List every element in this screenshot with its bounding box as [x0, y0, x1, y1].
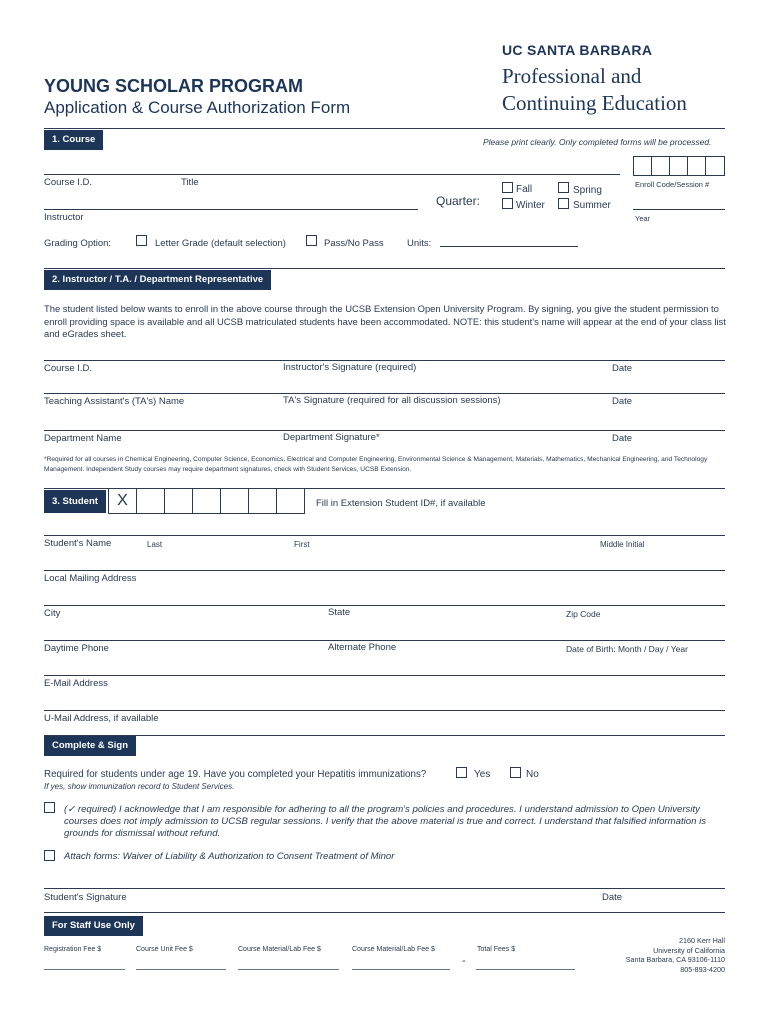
city-label: City: [44, 608, 61, 619]
course-title-label: Title: [181, 177, 199, 188]
material-fee-2-label: Course Material/Lab Fee $: [352, 946, 435, 953]
course-unit-fee-line[interactable]: [136, 969, 226, 970]
units-label: Units:: [407, 238, 432, 249]
enroll-code-label: Enroll Code/Session #: [635, 180, 710, 189]
material-fee-2-line[interactable]: [352, 969, 450, 970]
hepatitis-note: If yes, show immunization record to Student Services.: [44, 782, 235, 791]
section-course-heading: 1. Course: [44, 130, 103, 150]
ta-name-label: Teaching Assistant's (TA's) Name: [44, 396, 185, 407]
dob-label: Date of Birth: Month / Day / Year: [566, 644, 688, 654]
total-fees-line[interactable]: [476, 969, 575, 970]
year-line[interactable]: [633, 209, 725, 210]
course-id-label: Course I.D.: [44, 177, 93, 188]
letter-grade-label: Letter Grade (default selection): [155, 238, 286, 249]
year-label: Year: [635, 214, 651, 223]
form-subtitle: Application & Course Authorization Form: [44, 98, 351, 117]
section-staff-heading: For Staff Use Only: [44, 916, 143, 936]
student-id-prefix: X: [108, 488, 137, 514]
instructor-line[interactable]: [44, 209, 418, 210]
first-name-label: First: [294, 540, 310, 549]
student-id-note: Fill in Extension Student ID#, if available: [316, 498, 486, 509]
alternate-phone-label: Alternate Phone: [328, 642, 397, 653]
quarter-summer-label: Summer: [573, 200, 611, 211]
attach-forms-checkbox[interactable]: [44, 850, 55, 861]
section-instructor-heading: 2. Instructor / T.A. / Department Representative: [44, 270, 271, 290]
row-ta-line[interactable]: [44, 393, 725, 394]
middle-initial-label: Middle Initial: [600, 540, 645, 549]
city-line[interactable]: [44, 605, 725, 606]
section-complete-heading: Complete & Sign: [44, 736, 136, 756]
course-line[interactable]: [44, 174, 620, 175]
last-name-label: Last: [147, 540, 163, 549]
quarter-fall-label: Fall: [516, 184, 533, 195]
pass-no-pass-label: Pass/No Pass: [324, 238, 384, 249]
pass-no-pass-checkbox[interactable]: [306, 235, 317, 246]
hepatitis-no-checkbox[interactable]: [510, 767, 521, 778]
student-signature-label: Student's Signature: [44, 892, 127, 903]
signature-date-label: Date: [602, 892, 623, 903]
daytime-phone-label: Daytime Phone: [44, 643, 109, 654]
zip-label: Zip Code: [566, 609, 601, 619]
department-footnote: *Required for all courses in Chemical Engineering, Computer Science, Economics, Electrical and Computer Engineering, Environmental Science & Management, Materials, Mathematics, Mechanical Engineering, and Technology Management. Independent Study courses may require department signatures, check with Student Services, UCSB Extension.: [44, 456, 708, 473]
address-line-2: University of California: [653, 945, 725, 955]
staff-divider: [44, 912, 725, 913]
program-title: YOUNG SCHOLAR PROGRAM: [44, 76, 304, 96]
hepatitis-yes-label: Yes: [474, 769, 491, 780]
name-line[interactable]: [44, 535, 725, 536]
org-unit-line2: Continuing Education: [502, 91, 687, 115]
email-label: E-Mail Address: [44, 678, 108, 689]
attach-forms-text: Attach forms: Waiver of Liability & Authorization to Consent Treatment of Minor: [64, 851, 395, 862]
acknowledge-checkbox[interactable]: [44, 802, 55, 813]
grading-label: Grading Option:: [44, 238, 112, 249]
quarter-summer-checkbox[interactable]: [558, 198, 569, 209]
row-course-line[interactable]: [44, 360, 725, 361]
address-line[interactable]: [44, 570, 725, 571]
course-unit-fee-label: Course Unit Fee $: [136, 946, 193, 953]
mailing-address-label: Local Mailing Address: [44, 573, 137, 584]
total-fees-label: Total Fees $: [477, 946, 516, 953]
instructor-label: Instructor: [44, 212, 84, 223]
signature-line[interactable]: [44, 888, 725, 889]
quarter-spring-checkbox[interactable]: [558, 182, 569, 193]
hepatitis-no-label: No: [526, 769, 539, 780]
acknowledge-text: (✓ required) I acknowledge that I am responsible for adhering to all the program's policies and procedures. I understand admission to Open University courses does not imply admission to UCSB regular sessions. I verify that the above material is true and correct. I understand that falsified information is grounds for dismissal without refund.: [64, 804, 707, 839]
section2-divider: [44, 268, 725, 269]
material-fee-1-label: Course Material/Lab Fee $: [238, 946, 321, 953]
quarter-spring-label: Spring: [573, 185, 602, 196]
department-date-label: Date: [612, 433, 633, 444]
org-unit-line1: Professional and: [502, 64, 642, 88]
section-student-heading: 3. Student: [44, 490, 106, 513]
umail-line[interactable]: [44, 710, 725, 711]
office-address: [590, 936, 725, 974]
material-fee-1-line[interactable]: [238, 969, 339, 970]
fee-dash: -: [462, 955, 466, 967]
letter-grade-checkbox[interactable]: [136, 235, 147, 246]
student-name-label: Student's Name: [44, 538, 112, 549]
hepatitis-yes-checkbox[interactable]: [456, 767, 467, 778]
enroll-code-boxes[interactable]: [633, 156, 725, 176]
hepatitis-question: Required for students under age 19. Have you completed your Hepatitis immunizations?: [44, 769, 427, 780]
address-line-3: Santa Barbara, CA 93106-1110: [625, 955, 725, 965]
instructor-signature-label: Instructor's Signature (required): [283, 362, 417, 373]
phone-line[interactable]: [44, 640, 725, 641]
department-signature-label: Department Signature*: [283, 432, 380, 443]
complete-divider: [44, 735, 725, 736]
student-id-boxes[interactable]: [108, 488, 305, 514]
instructor-date-label: Date: [612, 363, 633, 374]
ta-date-label: Date: [612, 396, 633, 407]
print-note: Please print clearly. Only completed forms will be processed.: [483, 137, 712, 147]
quarter-winter-checkbox[interactable]: [502, 198, 513, 209]
email-line[interactable]: [44, 675, 725, 676]
quarter-label: Quarter:: [436, 194, 481, 208]
org-name: UC SANTA BARBARA: [502, 42, 653, 58]
instructor-description: The student listed below wants to enroll in the above course through the UCSB Extension Open University Program. By signing, you give the student permission to enroll providing space is available and all UCSB matriculated students have been accommodated. NOTE: this student's name will appear at the end of your class list and eGrades sheet.: [44, 303, 726, 339]
registration-fee-line[interactable]: [44, 969, 125, 970]
ta-signature-label: TA's Signature (required for all discussion sessions): [283, 395, 501, 406]
address-line-4: 805-893-4200: [680, 964, 725, 974]
instr-course-id-label: Course I.D.: [44, 363, 93, 374]
state-label: State: [328, 607, 351, 618]
quarter-fall-checkbox[interactable]: [502, 182, 513, 193]
org-logo: [502, 42, 652, 58]
quarter-winter-label: Winter: [516, 200, 545, 211]
row-dept-line[interactable]: [44, 430, 725, 431]
units-line[interactable]: [440, 246, 578, 247]
umail-label: U-Mail Address, if available: [44, 713, 159, 724]
department-name-label: Department Name: [44, 433, 122, 444]
registration-fee-label: Registration Fee $: [44, 946, 102, 953]
address-line-1: 2160 Kerr Hall: [679, 936, 725, 945]
header-divider: [44, 128, 725, 129]
